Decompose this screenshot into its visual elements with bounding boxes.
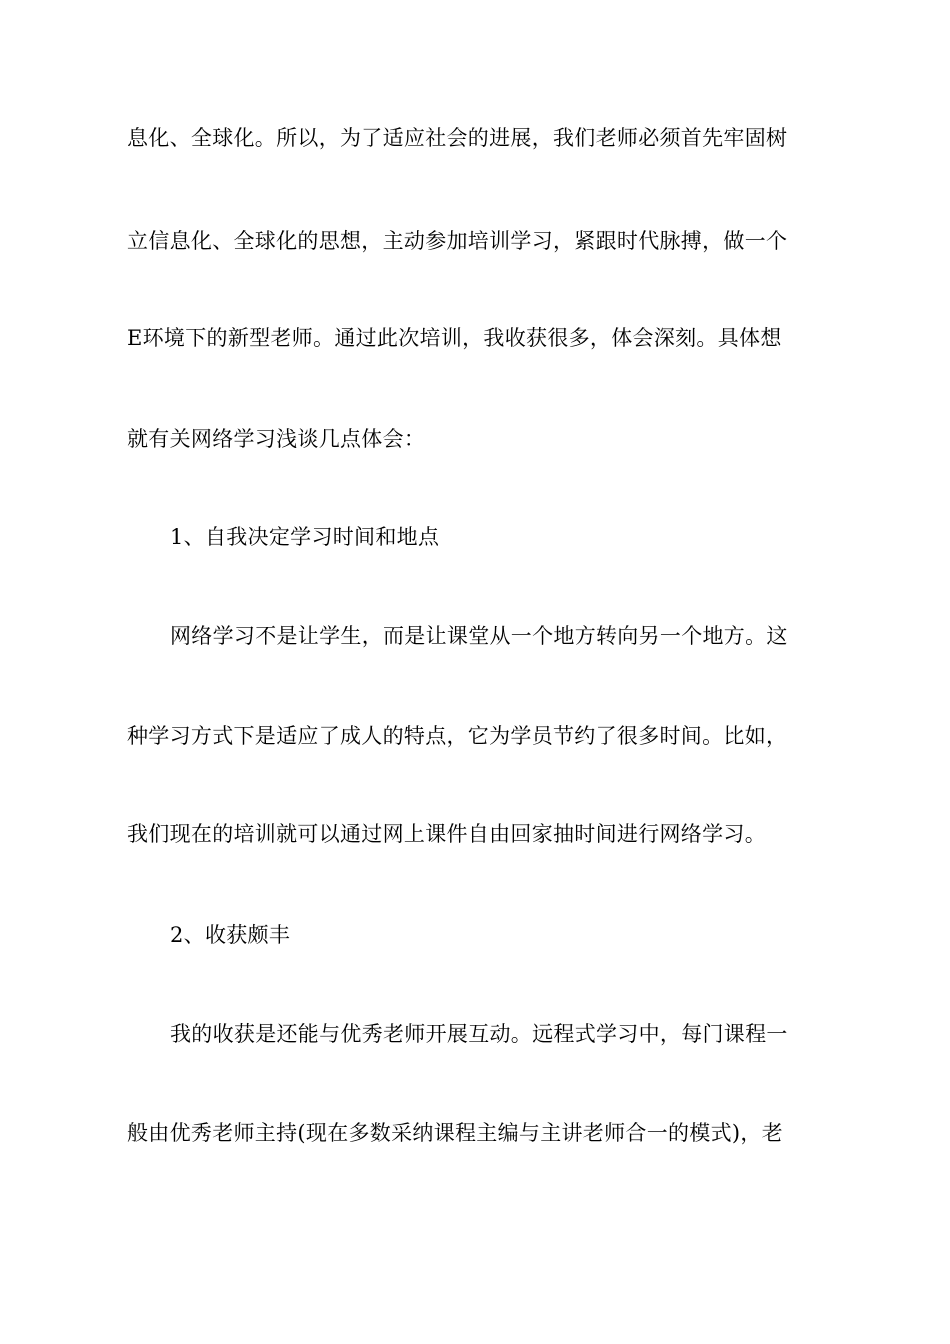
paragraph-line: 种学习方式下是适应了成人的特点，它为学员节约了很多时间。比如， <box>127 724 788 748</box>
paragraph-line: 我的收获是还能与优秀老师开展互动。远程式学习中，每门课程一 <box>170 1022 788 1046</box>
paragraph-line: 般由优秀老师主持(现在多数采纳课程主编与主讲老师合一的模式)，老 <box>127 1121 783 1145</box>
paragraph-line: 立信息化、全球化的思想，主动参加培训学习，紧跟时代脉搏，做一个 <box>127 229 788 253</box>
section-heading: 2、收获颇丰 <box>170 923 291 947</box>
section-heading: 1、自我决定学习时间和地点 <box>170 525 440 549</box>
paragraph-line: 息化、全球化。所以，为了适应社会的进展，我们老师必须首先牢固树 <box>127 126 788 150</box>
paragraph-line: 就有关网络学习浅谈几点体会： <box>127 427 426 451</box>
paragraph-line: 网络学习不是让学生，而是让课堂从一个地方转向另一个地方。这 <box>170 624 788 648</box>
paragraph-line: E环境下的新型老师。通过此次培训，我收获很多，体会深刻。具体想 <box>127 326 782 350</box>
paragraph-line: 我们现在的培训就可以通过网上课件自由回家抽时间进行网络学习。 <box>127 822 766 846</box>
